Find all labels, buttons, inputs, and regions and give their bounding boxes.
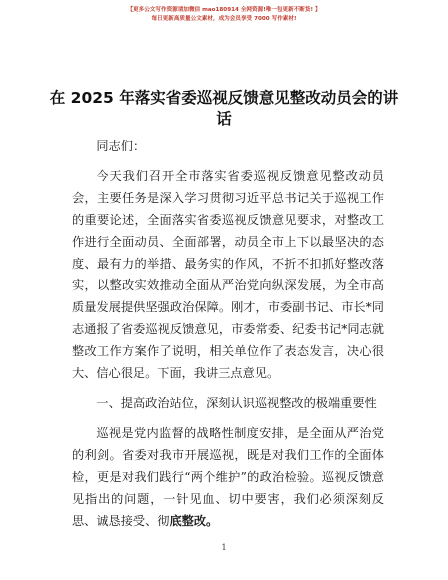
page-number: 1: [221, 543, 227, 552]
promo-banner-line-2: 每日更新高质量公文素材，成为会员享受 7000 写作素材!: [151, 16, 297, 22]
promo-banner-line-1: 【更多公文写作资源请加微信 mao180914 全网资源!唯一包更新不断货! 】: [127, 7, 321, 13]
section-1-heading: 一、提高政治站位，深刻认识巡视整改的极端重要性: [96, 395, 377, 410]
paragraph-2: [72, 423, 384, 532]
promo-banner: [0, 6, 448, 24]
paragraph-1: 今天我们召开全市落实省委巡视反馈意见整改动员会，主要任务是深入学习贯彻习近平总书记关于巡视工作的重要论述，全面落实省委巡视反馈意见要求，对整改工作进行全面动员、全面部署，动员全市上下以最坚决的态度、最有力的举措、最务实的作风，不折不扣抓好整改落实，以整改实效推动全面从严治党向纵深发展，为全市高质量发展提供坚强政治保障。刚才，市委副书记、市长*同志通报了省委巡视反馈意见，市委常委、纪委书记*同志就整改工作方案作了说明，相关单位作了表态发言，决心很大、信心很足。下面，我讲三点意见。: [72, 169, 384, 380]
paragraph-2-bold-text: 底整改。: [169, 513, 219, 528]
document-title: 在 2025 年落实省委巡视反馈意见整改动员会的讲话: [49, 89, 399, 128]
paragraph-2-text: 巡视是党内监督的战略性制度安排，是全面从严治党的利剑。省委对我市开展巡视，既是对我们工作的全面体检，更是对我们践行“两个维护”的政治检验。巡视反馈意见指出的问题，一针见血、切中要害，我们必须深刻反思、诚恳接受、彻: [72, 426, 384, 528]
document-body: [72, 136, 384, 532]
greeting: 同志们：: [96, 139, 146, 153]
